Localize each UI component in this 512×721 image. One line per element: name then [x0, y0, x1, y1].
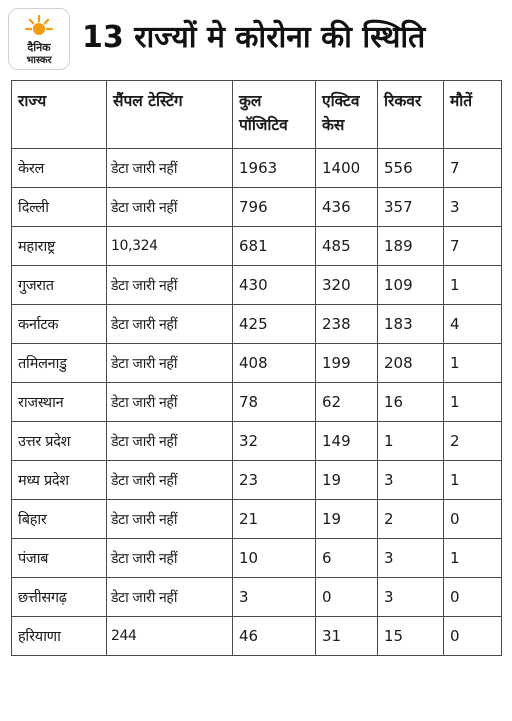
cell-recovered: 3 — [378, 461, 444, 500]
cell-state: तमिलनाडु — [12, 344, 107, 383]
cell-sample-testing: 244 — [107, 617, 233, 656]
logo-text-line1: दैनिक — [27, 41, 51, 54]
header-active-cases: एक्टिव केस — [316, 81, 378, 149]
cell-deaths: 0 — [444, 500, 502, 539]
cell-sample-testing: डेटा जारी नहीं — [107, 500, 233, 539]
cell-sample-testing: 10,324 — [107, 227, 233, 266]
cell-total-positive: 430 — [233, 266, 316, 305]
cell-total-positive: 425 — [233, 305, 316, 344]
cell-total-positive: 10 — [233, 539, 316, 578]
cell-deaths: 3 — [444, 188, 502, 227]
cell-active-cases: 19 — [316, 500, 378, 539]
cell-recovered: 3 — [378, 578, 444, 617]
cell-total-positive: 23 — [233, 461, 316, 500]
dainik-bhaskar-logo — [8, 8, 70, 70]
cell-sample-testing: डेटा जारी नहीं — [107, 149, 233, 188]
cell-deaths: 1 — [444, 383, 502, 422]
cell-sample-testing: डेटा जारी नहीं — [107, 578, 233, 617]
cell-state: केरल — [12, 149, 107, 188]
table-row — [12, 266, 502, 305]
cell-recovered: 16 — [378, 383, 444, 422]
table-row — [12, 539, 502, 578]
cell-active-cases: 6 — [316, 539, 378, 578]
cell-active-cases: 0 — [316, 578, 378, 617]
cell-state: उत्तर प्रदेश — [12, 422, 107, 461]
cell-state: राजस्थान — [12, 383, 107, 422]
cell-deaths: 1 — [444, 461, 502, 500]
cell-active-cases: 320 — [316, 266, 378, 305]
cell-deaths: 2 — [444, 422, 502, 461]
cell-state: छत्तीसगढ़ — [12, 578, 107, 617]
cell-total-positive: 796 — [233, 188, 316, 227]
header-state: राज्य — [12, 81, 107, 149]
cell-total-positive: 32 — [233, 422, 316, 461]
table-row — [12, 578, 502, 617]
cell-deaths: 1 — [444, 266, 502, 305]
table-row — [12, 305, 502, 344]
cell-state: महाराष्ट्र — [12, 227, 107, 266]
cell-state: कर्नाटक — [12, 305, 107, 344]
table-row — [12, 188, 502, 227]
header-deaths: मौतें — [444, 81, 502, 149]
cell-state: बिहार — [12, 500, 107, 539]
states-table-container — [11, 80, 501, 656]
states-table — [11, 80, 502, 656]
cell-recovered: 109 — [378, 266, 444, 305]
cell-recovered: 183 — [378, 305, 444, 344]
table-header-row — [12, 81, 502, 149]
page-title: 13 राज्यों मे कोरोना की स्थिति — [82, 20, 426, 55]
cell-active-cases: 485 — [316, 227, 378, 266]
header-recovered: रिकवर — [378, 81, 444, 149]
cell-sample-testing: डेटा जारी नहीं — [107, 344, 233, 383]
cell-state: हरियाणा — [12, 617, 107, 656]
cell-recovered: 3 — [378, 539, 444, 578]
cell-deaths: 0 — [444, 617, 502, 656]
cell-recovered: 556 — [378, 149, 444, 188]
cell-state: गुजरात — [12, 266, 107, 305]
table-row — [12, 422, 502, 461]
cell-recovered: 1 — [378, 422, 444, 461]
cell-active-cases: 436 — [316, 188, 378, 227]
cell-recovered: 189 — [378, 227, 444, 266]
cell-sample-testing: डेटा जारी नहीं — [107, 422, 233, 461]
cell-deaths: 4 — [444, 305, 502, 344]
cell-deaths: 0 — [444, 578, 502, 617]
cell-sample-testing: डेटा जारी नहीं — [107, 461, 233, 500]
cell-recovered: 15 — [378, 617, 444, 656]
sun-logo-icon — [9, 9, 69, 69]
cell-total-positive: 408 — [233, 344, 316, 383]
cell-active-cases: 199 — [316, 344, 378, 383]
cell-total-positive: 681 — [233, 227, 316, 266]
cell-total-positive: 3 — [233, 578, 316, 617]
cell-state: दिल्ली — [12, 188, 107, 227]
table-row — [12, 227, 502, 266]
cell-deaths: 7 — [444, 149, 502, 188]
cell-active-cases: 1400 — [316, 149, 378, 188]
cell-active-cases: 62 — [316, 383, 378, 422]
cell-active-cases: 19 — [316, 461, 378, 500]
header-sample-testing: सैंपल टेस्टिंग — [107, 81, 233, 149]
cell-total-positive: 1963 — [233, 149, 316, 188]
table-row — [12, 617, 502, 656]
header-total-positive: कुल पॉजिटिव — [233, 81, 316, 149]
cell-state: मध्य प्रदेश — [12, 461, 107, 500]
cell-total-positive: 78 — [233, 383, 316, 422]
table-row — [12, 344, 502, 383]
cell-deaths: 1 — [444, 344, 502, 383]
cell-state: पंजाब — [12, 539, 107, 578]
cell-sample-testing: डेटा जारी नहीं — [107, 305, 233, 344]
cell-recovered: 2 — [378, 500, 444, 539]
logo-text-line2: भास्कर — [26, 55, 52, 66]
table-row — [12, 149, 502, 188]
cell-total-positive: 46 — [233, 617, 316, 656]
table-row — [12, 383, 502, 422]
cell-sample-testing: डेटा जारी नहीं — [107, 188, 233, 227]
table-row — [12, 500, 502, 539]
cell-deaths: 1 — [444, 539, 502, 578]
cell-sample-testing: डेटा जारी नहीं — [107, 383, 233, 422]
cell-recovered: 357 — [378, 188, 444, 227]
table-row — [12, 461, 502, 500]
cell-sample-testing: डेटा जारी नहीं — [107, 266, 233, 305]
header — [0, 0, 512, 76]
cell-recovered: 208 — [378, 344, 444, 383]
cell-deaths: 7 — [444, 227, 502, 266]
cell-sample-testing: डेटा जारी नहीं — [107, 539, 233, 578]
cell-active-cases: 31 — [316, 617, 378, 656]
cell-active-cases: 238 — [316, 305, 378, 344]
cell-total-positive: 21 — [233, 500, 316, 539]
cell-active-cases: 149 — [316, 422, 378, 461]
